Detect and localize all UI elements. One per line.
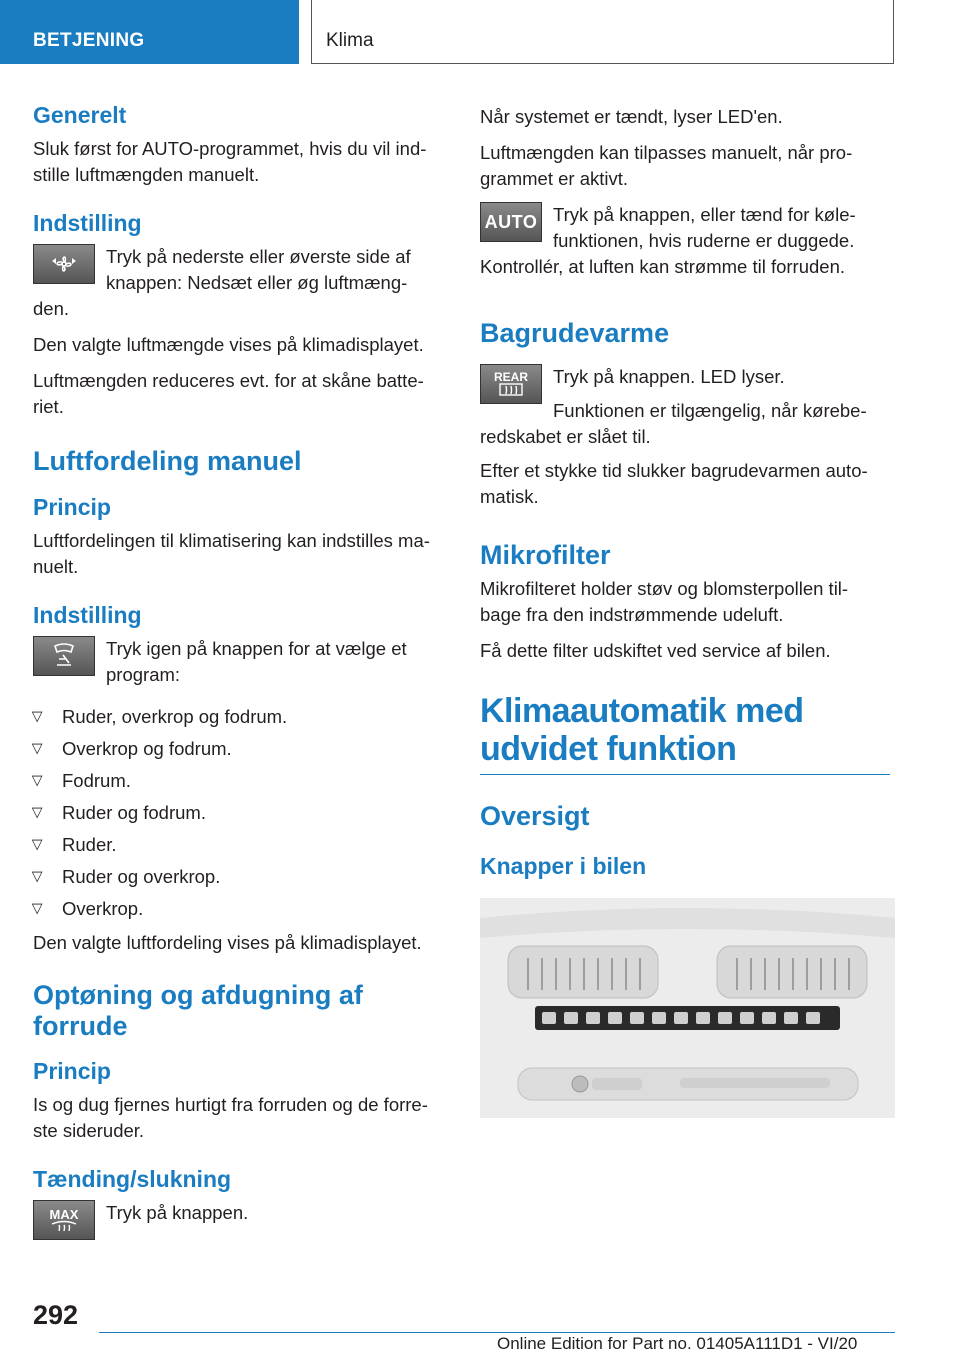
bagrude-text-1: Tryk på knappen. LED lyser. <box>553 366 785 387</box>
luftfordeling-heading: Luftfordeling manuel <box>33 446 302 476</box>
rear-defrost-button-icon <box>480 364 542 404</box>
luftmaengde-text: Luftmængden kan tilpasses manuelt, når pro- grammet er aktivt. <box>480 142 853 189</box>
program-list <box>33 706 443 920</box>
air-distribution-button-icon <box>33 636 95 676</box>
program-item: ▷ Fodrum. <box>33 770 443 792</box>
taending-text: Tryk på knappen. <box>106 1202 249 1223</box>
program-item: ▷ Ruder, overkrop og fodrum. <box>33 706 443 728</box>
header-section-tab <box>0 0 299 64</box>
taending-heading: Tænding/slukning <box>33 1166 232 1192</box>
left-column <box>33 100 443 1254</box>
rear-label: REAR <box>493 369 528 384</box>
fan-button-icon <box>33 244 95 284</box>
programs-after-text: Den valgte luftfordeling vises på klimadisplayet. <box>33 932 422 953</box>
generelt-heading: Generelt <box>33 102 127 128</box>
princip-heading-1: Princip <box>33 494 111 520</box>
klimaautomatik-heading: Klimaautomatik med udvidet funktion <box>480 692 890 775</box>
oversigt-heading: Oversigt <box>480 801 590 831</box>
auto-text: Tryk på knappen, eller tænd for køle- funktionen, hvis ruderne er duggede. Kontrollér, at luften kan strømme til forruden. <box>480 204 856 277</box>
bagrude-text-3: Efter et stykke tid slukker bagrudevarmen auto- matisk. <box>480 460 868 507</box>
edition-text: Online Edition for Part no. 01405A111D1 - VI/20 <box>497 1334 858 1353</box>
indstilling-text-4: Tryk igen på knappen for at vælge et program: <box>106 638 407 685</box>
header-section-label: BETJENING <box>33 30 145 51</box>
page-number: 292 <box>33 1300 79 1330</box>
climate-panel-photo <box>480 898 895 1118</box>
mikrofilter-text-1: Mikrofilteret holder støv og blomsterpollen til- bage fra den indstrømmende udeluft. <box>480 578 849 625</box>
right-column <box>480 100 890 887</box>
max-defrost-button-icon <box>33 1200 95 1240</box>
program-item: ▷ Ruder og overkrop. <box>33 866 443 888</box>
princip-text-1: Luftfordelingen til klimatisering kan indstilles ma- nuelt. <box>33 530 430 577</box>
princip-text-2: Is og dug fjernes hurtigt fra forruden og de forre- ste sideruder. <box>33 1094 428 1141</box>
bagrude-heading: Bagrudevarme <box>480 318 670 348</box>
princip-heading-2: Princip <box>33 1058 111 1084</box>
indstilling-text-2: Den valgte luftmængde vises på klimadisplayet. <box>33 334 424 355</box>
indstilling-heading-2: Indstilling <box>33 602 142 628</box>
mikrofilter-heading: Mikrofilter <box>480 540 611 570</box>
footer-rule <box>99 1332 895 1333</box>
auto-label: AUTO <box>484 211 538 232</box>
header-chapter-tab <box>311 0 894 64</box>
knapper-heading: Knapper i bilen <box>480 853 647 879</box>
max-label: MAX <box>49 1206 79 1222</box>
indstilling-heading: Indstilling <box>33 210 142 236</box>
program-item: ▷ Ruder. <box>33 834 443 856</box>
generelt-text: Sluk først for AUTO-programmet, hvis du vil ind- stille luftmængden manuelt. <box>33 138 427 185</box>
header-chapter-label: Klima <box>326 30 374 51</box>
indstilling-text-3: Luftmængden reduceres evt. for at skåne batte- riet. <box>33 370 424 417</box>
bagrude-text-2: Funktionen er tilgængelig, når kørebe- redskabet er slået til. <box>480 400 867 447</box>
indstilling-text-1: Tryk på nederste eller øverste side af knappen: Nedsæt eller øg luftmæng- den. <box>33 246 411 319</box>
auto-button-icon <box>480 202 542 242</box>
led-text: Når systemet er tændt, lyser LED'en. <box>480 106 783 127</box>
program-item: ▷ Overkrop. <box>33 898 443 920</box>
program-item: ▷ Overkrop og fodrum. <box>33 738 443 760</box>
mikrofilter-text-2: Få dette filter udskiftet ved service af bilen. <box>480 640 831 661</box>
optoning-heading: Optøning og afdugning af forrude <box>33 980 363 1041</box>
program-item: ▷ Ruder og fodrum. <box>33 802 443 824</box>
